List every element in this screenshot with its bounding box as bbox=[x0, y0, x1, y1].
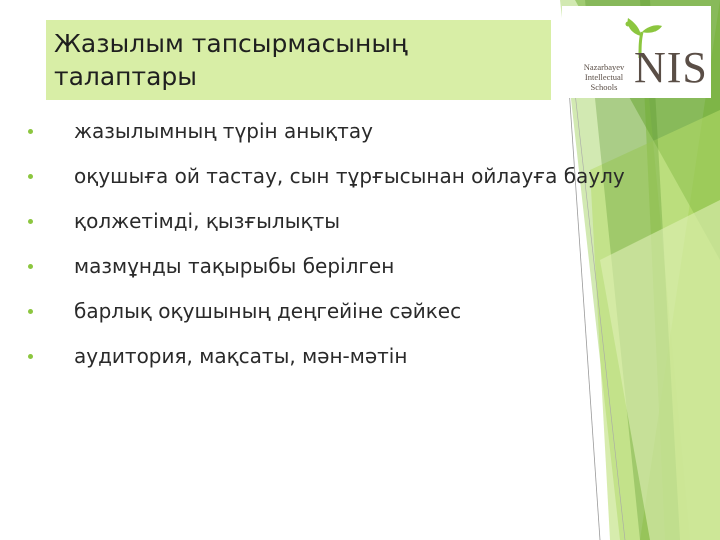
list-item bbox=[28, 252, 628, 280]
list-item bbox=[28, 207, 628, 235]
bullet-list bbox=[28, 117, 628, 387]
list-item bbox=[28, 117, 628, 145]
bullet-text: мазмұнды тақырыбы берілген bbox=[74, 254, 395, 278]
list-item bbox=[28, 342, 628, 370]
bullet-dot-icon bbox=[28, 309, 33, 314]
list-item bbox=[28, 162, 628, 190]
bullet-dot-icon bbox=[28, 129, 33, 134]
logo-wordmark: NIS bbox=[634, 43, 708, 92]
bullet-dot-icon bbox=[28, 354, 33, 359]
bullet-dot-icon bbox=[28, 264, 33, 269]
bullet-dot-icon bbox=[28, 219, 33, 224]
bullet-dot-icon bbox=[28, 174, 33, 179]
bullet-text: барлық оқушының деңгейіне сәйкес bbox=[74, 299, 462, 323]
bullet-text: жазылымның түрін анықтау bbox=[74, 119, 373, 143]
bullet-text: оқушыға ой тастау, сын тұрғысынан ойлауға баулу bbox=[74, 164, 625, 188]
nis-logo bbox=[562, 6, 711, 98]
title-banner bbox=[46, 20, 551, 100]
logo-school-name: Nazarbayev Intellectual Schools bbox=[583, 62, 625, 92]
bullet-text: қолжетімді, қызғылықты bbox=[74, 209, 341, 233]
bullet-text: аудитория, мақсаты, мән-мәтін bbox=[74, 344, 408, 368]
list-item bbox=[28, 297, 628, 325]
slide-title: Жазылым тапсырмасының талаптары bbox=[54, 29, 408, 91]
